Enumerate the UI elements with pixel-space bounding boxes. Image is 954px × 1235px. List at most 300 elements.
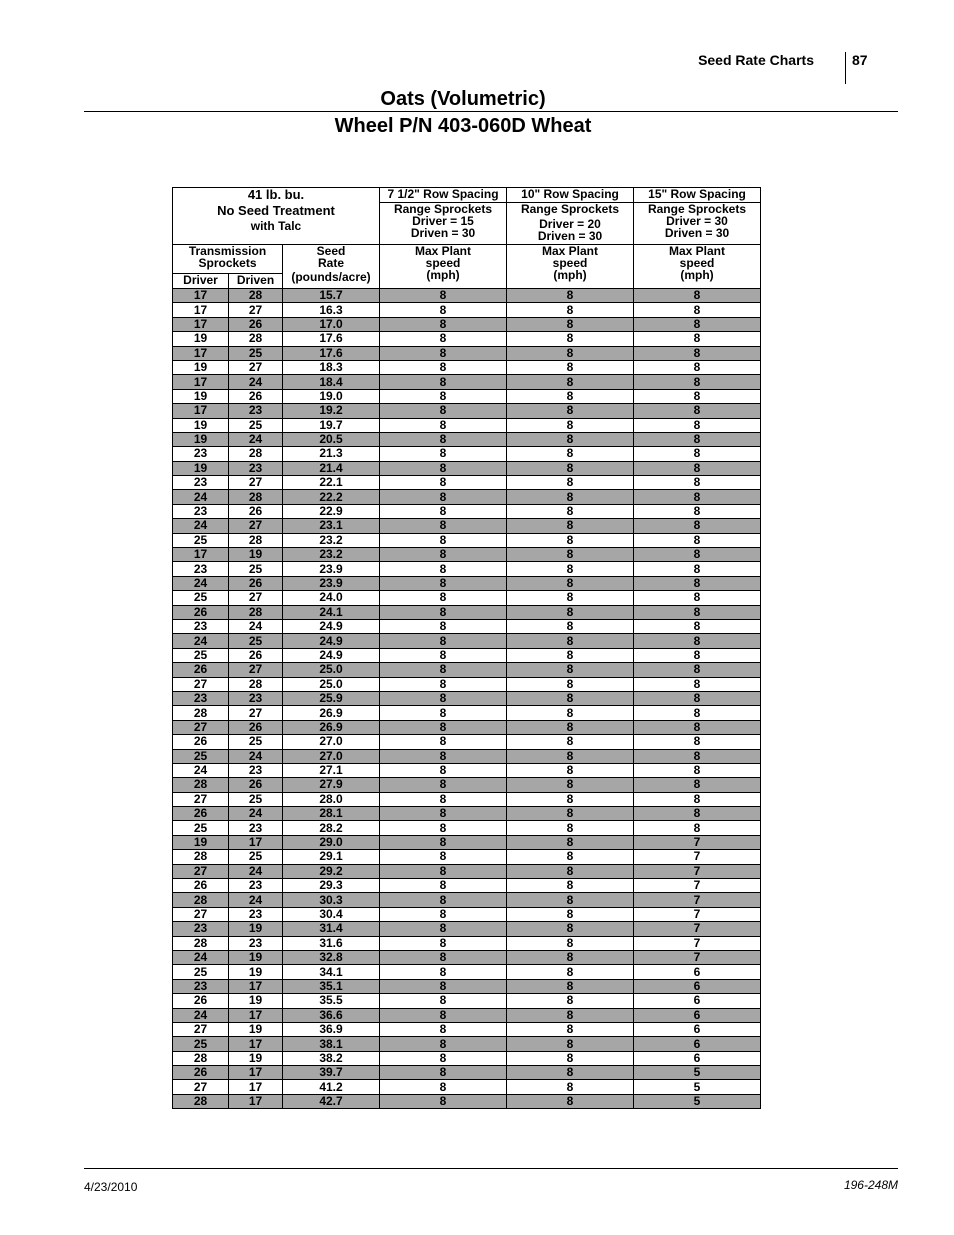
max-speed-15 [634,245,761,289]
speed-10-cell: 8 [507,619,634,633]
range-15-label: Range Sprockets [647,202,747,216]
driven-cell: 25 [229,346,283,360]
seed-rate-table [172,187,761,1109]
driven-cell: 25 [229,735,283,749]
table-row [173,447,761,461]
speed-10-cell: 8 [507,533,634,547]
driver-cell: 28 [173,706,229,720]
table-row [173,994,761,1008]
speed-15-cell: 8 [634,346,761,360]
speed-10-cell: 8 [507,1022,634,1036]
driver-cell: 24 [173,576,229,590]
speed-15-cell: 7 [634,879,761,893]
table-row [173,591,761,605]
driver-cell: 26 [173,1066,229,1080]
table-row [173,979,761,993]
page-number: 87 [852,52,868,68]
range-15-driven: Driven = 30 [664,226,730,240]
range-15 [634,203,761,245]
seed-rate-cell: 24.0 [283,591,380,605]
driven-cell: 26 [229,389,283,403]
speed-15-cell: 8 [634,562,761,576]
driven-cell: 24 [229,864,283,878]
table-row [173,562,761,576]
driven-cell: 23 [229,879,283,893]
driver-cell: 23 [173,476,229,490]
driven-cell: 26 [229,648,283,662]
table-row [173,1051,761,1065]
driven-cell: 28 [229,677,283,691]
speed-15-cell: 8 [634,504,761,518]
range-10 [507,203,634,245]
seed-rate-cell: 23.1 [283,519,380,533]
speed-7-5-cell: 8 [380,476,507,490]
driven-cell: 25 [229,634,283,648]
speed-7-5-cell: 8 [380,1008,507,1022]
driven-cell: 23 [229,821,283,835]
speed-15-cell: 6 [634,1051,761,1065]
seed-treatment: No Seed Treatment [217,203,335,218]
speed-10-cell: 8 [507,979,634,993]
table-row [173,907,761,921]
speed-10-cell: 8 [507,346,634,360]
table-row [173,965,761,979]
driver-cell: 25 [173,965,229,979]
driver-cell: 26 [173,605,229,619]
driver-cell: 17 [173,303,229,317]
speed-15-cell: 8 [634,490,761,504]
speed-7-5-cell: 8 [380,864,507,878]
rate-label: Rate [317,256,344,270]
driven-cell: 23 [229,763,283,777]
table-row [173,706,761,720]
speed-7-5-cell: 8 [380,1066,507,1080]
speed-10-cell: 8 [507,576,634,590]
speed-15-cell: 8 [634,619,761,633]
running-header-section: Seed Rate Charts [698,52,814,68]
speed-7-5-cell: 8 [380,1022,507,1036]
seed-rate-cell: 24.9 [283,619,380,633]
driver-cell: 23 [173,691,229,705]
speed-7-5-cell: 8 [380,490,507,504]
seed-rate-cell: 17.6 [283,346,380,360]
table-row [173,619,761,633]
table-row [173,533,761,547]
speed-15-cell: 8 [634,303,761,317]
table-row [173,490,761,504]
table-row [173,605,761,619]
driven-cell: 19 [229,548,283,562]
table-row [173,821,761,835]
seed-rate-cell: 26.9 [283,720,380,734]
driver-cell: 23 [173,922,229,936]
speed-7-5-cell: 8 [380,850,507,864]
seed-rate-cell: 31.4 [283,922,380,936]
seed-rate-cell: 25.0 [283,677,380,691]
table-row [173,778,761,792]
seed-talc: with Talc [250,219,302,233]
speed-15-cell: 6 [634,994,761,1008]
driven-cell: 19 [229,1051,283,1065]
driver-cell: 17 [173,375,229,389]
footer-doc-number: 196-248M [843,1178,898,1192]
driven-cell: 27 [229,591,283,605]
max-speed-7-5-line3: (mph) [426,268,460,282]
speed-15-cell: 6 [634,965,761,979]
seed-rate-cell: 23.2 [283,548,380,562]
table-row [173,922,761,936]
table-row [173,476,761,490]
table-row [173,950,761,964]
speed-7-5-cell: 8 [380,720,507,734]
speed-10-cell: 8 [507,360,634,374]
seed-rate-cell: 22.9 [283,504,380,518]
speed-7-5-cell: 8 [380,619,507,633]
range-15-driver: Driver = 30 [666,214,728,228]
driven-cell: 26 [229,576,283,590]
seed-rate-cell: 19.2 [283,404,380,418]
seed-rate-cell: 28.2 [283,821,380,835]
table-row [173,404,761,418]
driver-cell: 17 [173,404,229,418]
table-row [173,936,761,950]
driven-cell: 17 [229,1094,283,1108]
speed-7-5-cell: 8 [380,317,507,331]
speed-10-cell: 8 [507,461,634,475]
speed-10-cell: 8 [507,720,634,734]
seed-rate-cell: 22.2 [283,490,380,504]
driver-cell: 19 [173,461,229,475]
range-10-label: Range Sprockets [520,202,620,216]
speed-15-cell: 8 [634,519,761,533]
seed-rate-cell: 29.1 [283,850,380,864]
page-title: Oats (Volumetric) [380,88,546,110]
range-7-5-driver: Driver = 15 [412,214,474,228]
speed-10-cell: 8 [507,677,634,691]
driven-cell: 19 [229,994,283,1008]
driver-cell: 26 [173,807,229,821]
speed-15-cell: 8 [634,332,761,346]
speed-15-cell: 8 [634,476,761,490]
driver-cell: 23 [173,504,229,518]
speed-15-cell: 8 [634,548,761,562]
seed-rate-cell: 19.7 [283,418,380,432]
speed-15-cell: 7 [634,864,761,878]
driver-cell: 17 [173,548,229,562]
driver-cell: 28 [173,1094,229,1108]
driver-cell: 28 [173,850,229,864]
seed-rate-cell: 28.0 [283,792,380,806]
speed-15-cell: 5 [634,1094,761,1108]
speed-10-cell: 8 [507,691,634,705]
speed-7-5-cell: 8 [380,835,507,849]
seed-rate-cell: 27.0 [283,735,380,749]
speed-15-cell: 8 [634,576,761,590]
table-row [173,691,761,705]
driver-col-header: Driver [173,274,229,289]
speed-10-cell: 8 [507,922,634,936]
seed-rate-cell: 30.3 [283,893,380,907]
speed-10-cell: 8 [507,432,634,446]
units-label: (pounds/acre) [291,270,371,284]
seed-rate-cell: 27.0 [283,749,380,763]
table-row [173,879,761,893]
seed-rate-cell: 35.1 [283,979,380,993]
table-row [173,864,761,878]
driver-cell: 24 [173,519,229,533]
speed-10-cell: 8 [507,317,634,331]
speed-7-5-cell: 8 [380,735,507,749]
driver-cell: 17 [173,317,229,331]
driver-cell: 24 [173,763,229,777]
table-row [173,332,761,346]
title-rule [84,111,898,112]
speed-10-cell: 8 [507,1037,634,1051]
driven-cell: 28 [229,332,283,346]
seed-rate-cell: 28.1 [283,807,380,821]
speed-10-cell: 8 [507,504,634,518]
driver-cell: 26 [173,735,229,749]
driver-cell: 27 [173,677,229,691]
driven-cell: 24 [229,432,283,446]
table-row [173,461,761,475]
table-row [173,648,761,662]
speed-15-cell: 8 [634,691,761,705]
driven-cell: 24 [229,375,283,389]
speed-10-cell: 8 [507,648,634,662]
seed-rate-cell: 41.2 [283,1080,380,1094]
speed-7-5-cell: 8 [380,1094,507,1108]
speed-7-5-cell: 8 [380,965,507,979]
seed-rate-cell: 16.3 [283,303,380,317]
speed-10-cell: 8 [507,1066,634,1080]
speed-15-cell: 6 [634,1008,761,1022]
speed-10-cell: 8 [507,418,634,432]
driver-cell: 23 [173,619,229,633]
speed-15-cell: 8 [634,605,761,619]
max-speed-15-line1: Max Plant [668,244,725,258]
speed-10-cell: 8 [507,519,634,533]
speed-7-5-cell: 8 [380,979,507,993]
driven-cell: 24 [229,807,283,821]
speed-15-cell: 8 [634,404,761,418]
table-row [173,576,761,590]
speed-10-cell: 8 [507,1051,634,1065]
seed-rate-cell: 18.3 [283,360,380,374]
table-row [173,735,761,749]
driver-cell: 26 [173,879,229,893]
spacing-7-5: 7 1/2" Row Spacing [380,188,507,203]
range-7-5 [380,203,507,245]
seed-rate-cell: 29.0 [283,835,380,849]
range-10-driven: Driven = 30 [537,229,603,243]
speed-15-cell: 8 [634,447,761,461]
driver-cell: 27 [173,907,229,921]
table-row [173,360,761,374]
max-speed-10-line2: speed [552,256,588,270]
seed-rate-cell: 22.1 [283,476,380,490]
speed-7-5-cell: 8 [380,893,507,907]
driven-cell: 28 [229,289,283,303]
table-row [173,548,761,562]
speed-15-cell: 6 [634,1022,761,1036]
table-row [173,663,761,677]
speed-10-cell: 8 [507,850,634,864]
table-row [173,850,761,864]
speed-10-cell: 8 [507,879,634,893]
speed-7-5-cell: 8 [380,879,507,893]
speed-7-5-cell: 8 [380,706,507,720]
seed-rate-cell: 29.2 [283,864,380,878]
seed-rate-cell: 27.1 [283,763,380,777]
driver-cell: 28 [173,1051,229,1065]
seed-rate-cell: 31.6 [283,936,380,950]
seed-header-cell [173,188,380,245]
max-speed-7-5 [380,245,507,289]
speed-10-cell: 8 [507,663,634,677]
driver-cell: 25 [173,821,229,835]
table-row [173,418,761,432]
speed-10-cell: 8 [507,404,634,418]
table-row [173,1022,761,1036]
speed-10-cell: 8 [507,548,634,562]
speed-7-5-cell: 8 [380,418,507,432]
driven-cell: 23 [229,404,283,418]
speed-10-cell: 8 [507,303,634,317]
speed-15-cell: 8 [634,289,761,303]
driver-cell: 26 [173,663,229,677]
table-row [173,504,761,518]
driven-cell: 17 [229,1008,283,1022]
speed-7-5-cell: 8 [380,778,507,792]
speed-15-cell: 7 [634,936,761,950]
speed-7-5-cell: 8 [380,562,507,576]
seed-rate-cell: 39.7 [283,1066,380,1080]
seed-rate-cell: 25.0 [283,663,380,677]
transmission-label: Transmission [188,244,267,258]
driver-cell: 17 [173,346,229,360]
speed-7-5-cell: 8 [380,548,507,562]
speed-15-cell: 8 [634,317,761,331]
driver-cell: 19 [173,389,229,403]
driver-cell: 23 [173,979,229,993]
speed-15-cell: 8 [634,778,761,792]
speed-7-5-cell: 8 [380,447,507,461]
speed-10-cell: 8 [507,1094,634,1108]
driven-cell: 26 [229,720,283,734]
speed-7-5-cell: 8 [380,303,507,317]
max-speed-7-5-line2: speed [425,256,461,270]
seed-rate-cell: 23.2 [283,533,380,547]
speed-15-cell: 6 [634,1037,761,1051]
speed-10-cell: 8 [507,965,634,979]
driven-cell: 17 [229,979,283,993]
table-row [173,289,761,303]
driven-cell: 17 [229,1037,283,1051]
speed-10-cell: 8 [507,807,634,821]
driven-cell: 27 [229,360,283,374]
driven-col-header: Driven [229,274,283,289]
driver-cell: 19 [173,332,229,346]
speed-15-cell: 8 [634,720,761,734]
range-7-5-driven: Driven = 30 [410,226,476,240]
speed-10-cell: 8 [507,562,634,576]
seed-rate-cell: 19.0 [283,389,380,403]
driver-cell: 24 [173,634,229,648]
speed-15-cell: 5 [634,1066,761,1080]
table-row [173,720,761,734]
speed-10-cell: 8 [507,289,634,303]
driven-cell: 28 [229,533,283,547]
speed-7-5-cell: 8 [380,950,507,964]
speed-7-5-cell: 8 [380,289,507,303]
table-row [173,807,761,821]
table-row [173,1066,761,1080]
driven-cell: 25 [229,418,283,432]
seed-rate-cell: 35.5 [283,994,380,1008]
speed-15-cell: 8 [634,461,761,475]
speed-7-5-cell: 8 [380,792,507,806]
speed-15-cell: 8 [634,807,761,821]
speed-7-5-cell: 8 [380,1037,507,1051]
seed-rate-cell: 21.4 [283,461,380,475]
seed-rate-cell: 32.8 [283,950,380,964]
speed-15-cell: 7 [634,907,761,921]
driven-cell: 19 [229,950,283,964]
driver-cell: 27 [173,1022,229,1036]
seed-rate-cell: 21.3 [283,447,380,461]
transmission-header [173,245,283,274]
driver-cell: 24 [173,490,229,504]
seed-rate-cell: 38.1 [283,1037,380,1051]
driver-cell: 24 [173,950,229,964]
speed-7-5-cell: 8 [380,576,507,590]
seed-weight: 41 lb. bu. [247,187,305,202]
driven-cell: 19 [229,1022,283,1036]
sprockets-label: Sprockets [198,256,257,270]
table-body [173,289,761,1109]
speed-7-5-cell: 8 [380,994,507,1008]
max-speed-10 [507,245,634,289]
table-row [173,519,761,533]
driver-cell: 25 [173,591,229,605]
driver-cell: 25 [173,648,229,662]
speed-15-cell: 8 [634,591,761,605]
driver-cell: 27 [173,792,229,806]
seed-rate-cell: 30.4 [283,907,380,921]
table-row [173,634,761,648]
seed-rate-cell: 25.9 [283,691,380,705]
speed-10-cell: 8 [507,490,634,504]
table-row [173,1037,761,1051]
speed-7-5-cell: 8 [380,634,507,648]
driven-cell: 27 [229,519,283,533]
speed-10-cell: 8 [507,591,634,605]
speed-15-cell: 8 [634,735,761,749]
driven-cell: 27 [229,476,283,490]
driver-cell: 24 [173,1008,229,1022]
table-row [173,763,761,777]
speed-10-cell: 8 [507,994,634,1008]
speed-7-5-cell: 8 [380,404,507,418]
driver-cell: 28 [173,778,229,792]
driven-cell: 27 [229,706,283,720]
driven-cell: 27 [229,663,283,677]
speed-15-cell: 5 [634,1080,761,1094]
spacing-10: 10" Row Spacing [507,188,634,203]
driven-cell: 28 [229,447,283,461]
speed-10-cell: 8 [507,835,634,849]
